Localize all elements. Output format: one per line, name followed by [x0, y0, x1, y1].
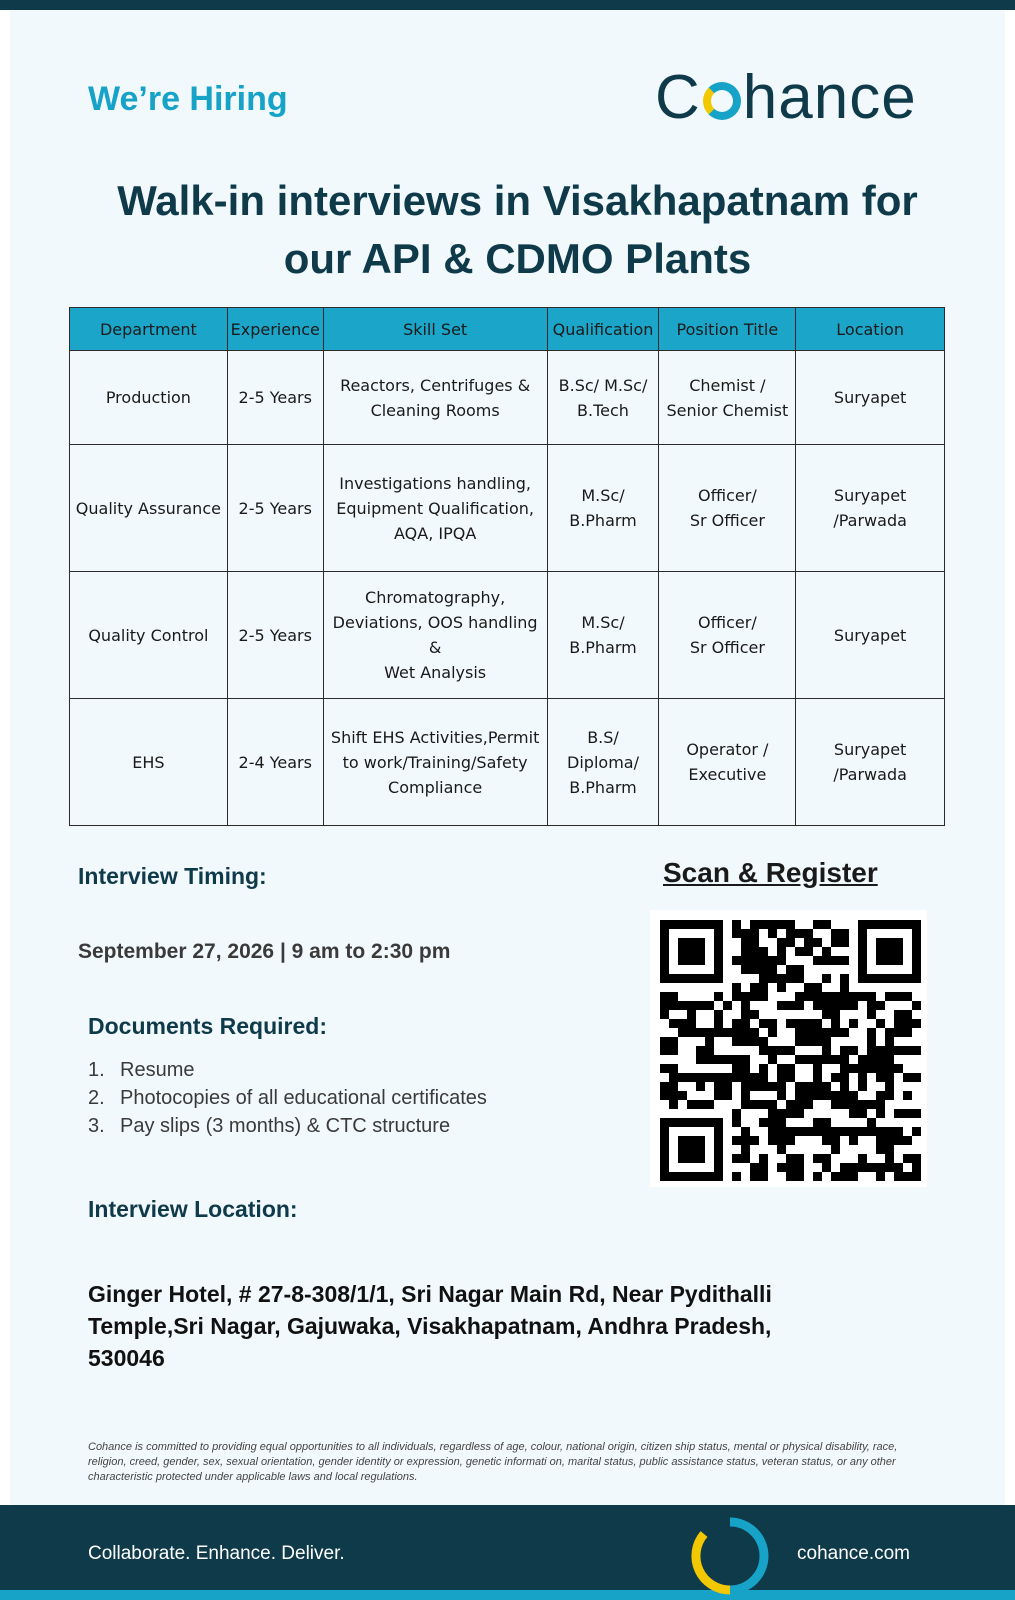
table-header-row	[70, 308, 945, 351]
cohance-logo: C hance	[655, 63, 917, 132]
column-header: Department	[70, 308, 228, 351]
position-cell: Operator / Executive	[659, 699, 796, 826]
page-headline	[40, 172, 995, 288]
table-row	[70, 351, 945, 445]
top-accent-bar	[0, 0, 1015, 10]
documents-required-title: Documents Required:	[88, 1013, 327, 1039]
qualification-cell: M.Sc/ B.Pharm	[547, 445, 659, 572]
department-cell: Quality Assurance	[70, 445, 228, 572]
hiring-label: We’re Hiring	[88, 80, 288, 118]
qualification-cell: B.S/ Diploma/ B.Pharm	[547, 699, 659, 826]
skill-set-cell: Shift EHS Activities,Permit to work/Training/Safety Compliance	[323, 699, 547, 826]
interview-timing-title: Interview Timing:	[78, 863, 267, 889]
qualification-cell: B.Sc/ M.Sc/ B.Tech	[547, 351, 659, 445]
interview-location-title: Interview Location:	[88, 1196, 298, 1222]
location-cell: Suryapet	[796, 572, 945, 699]
table-row	[70, 445, 945, 572]
experience-cell: 2-5 Years	[227, 351, 323, 445]
list-item: 2. Photocopies of all educational certificates	[88, 1087, 487, 1109]
column-header: Skill Set	[323, 308, 547, 351]
table-row	[70, 572, 945, 699]
brand-swirl-icon	[690, 1516, 770, 1596]
skill-set-cell: Investigations handling, Equipment Qualification, AQA, IPQA	[323, 445, 547, 572]
footer-website-link[interactable]: cohance.com	[797, 1543, 911, 1564]
qr-code-graphic	[650, 910, 927, 1187]
equal-opportunity-disclaimer: Cohance is committed to providing equal opportunities to all individuals, regardless of age, colour, national origin, citizen ship status, mental or physical disability, race, religion, creed, gender, sex, sexual orientation, gender identity or expression, genetic informati on, marital status, public assistance status, veteran status, or any other characteristic protected under applicable laws and local regulations.	[88, 1441, 898, 1483]
table-row	[70, 699, 945, 826]
list-item: 3. Pay slips (3 months) & CTC structure	[88, 1115, 451, 1137]
footer-accent-stripe	[0, 1590, 1015, 1600]
qualification-cell: M.Sc/ B.Pharm	[547, 572, 659, 699]
column-header: Position Title	[659, 308, 796, 351]
department-cell: EHS	[70, 699, 228, 826]
scan-register-label: Scan & Register	[663, 857, 878, 888]
position-cell: Officer/ Sr Officer	[659, 445, 796, 572]
column-header: Experience	[227, 308, 323, 351]
column-header: Qualification	[547, 308, 659, 351]
location-cell: Suryapet /Parwada	[796, 699, 945, 826]
department-cell: Production	[70, 351, 228, 445]
location-cell: Suryapet	[796, 351, 945, 445]
headline-line-2: our API & CDMO Plants	[283, 235, 752, 282]
position-cell: Chemist / Senior Chemist	[659, 351, 796, 445]
location-cell: Suryapet /Parwada	[796, 445, 945, 572]
department-cell: Quality Control	[70, 572, 228, 699]
experience-cell: 2-5 Years	[227, 445, 323, 572]
interview-timing-value: September 27, 2026 | 9 am to 2:30 pm	[78, 940, 451, 963]
position-cell: Officer/ Sr Officer	[659, 572, 796, 699]
experience-cell: 2-4 Years	[227, 699, 323, 826]
logo-ring-icon	[703, 82, 741, 120]
footer-tagline: Collaborate. Enhance. Deliver.	[88, 1543, 345, 1564]
list-item: 1. Resume	[88, 1059, 195, 1081]
headline-line-1: Walk-in interviews in Visakhapatnam for	[117, 177, 918, 224]
column-header: Location	[796, 308, 945, 351]
documents-list	[88, 1056, 487, 1140]
interview-address: Ginger Hotel, # 27-8-308/1/1, Sri Nagar Main Rd, Near Pydithalli Temple,Sri Nagar, Gajuwaka, Visakhapatnam, Andhra Pradesh, 530046	[88, 1281, 772, 1371]
jobs-table	[69, 307, 945, 826]
skill-set-cell: Reactors, Centrifuges & Cleaning Rooms	[323, 351, 547, 445]
qr-code-icon[interactable]	[650, 910, 927, 1187]
experience-cell: 2-5 Years	[227, 572, 323, 699]
skill-set-cell: Chromatography, Deviations, OOS handling & Wet Analysis	[323, 572, 547, 699]
